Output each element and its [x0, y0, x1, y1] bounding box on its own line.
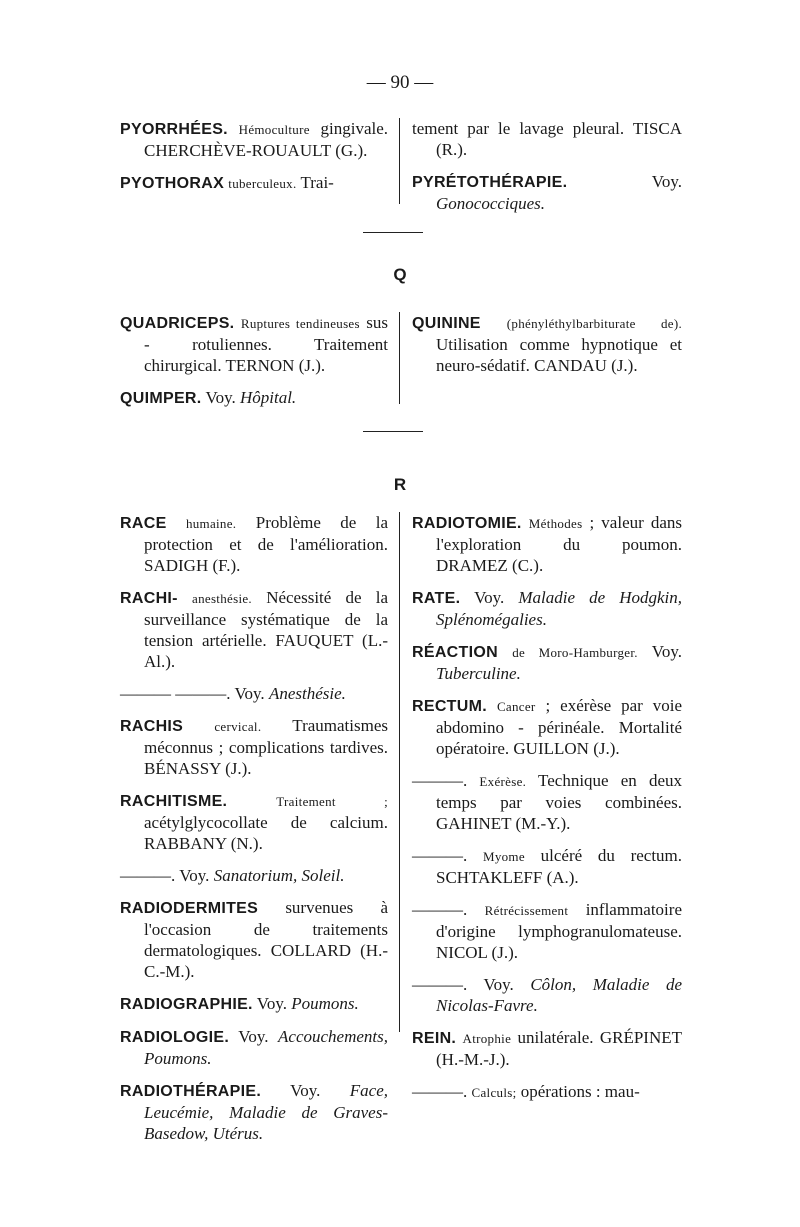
index-entry: [412, 1027, 682, 1070]
headword: RADIOGRAPHIE.: [120, 996, 253, 1013]
cross-reference: Hôpital.: [239, 388, 297, 407]
entry-text: opérations : mau-: [520, 1082, 640, 1101]
column-divider-r: [399, 512, 400, 1032]
cross-reference: Accouchements, Poumons.: [144, 1027, 388, 1068]
cross-reference: Face, Leucémie, Maladie de Graves-Basedow, Utérus.: [144, 1081, 388, 1143]
entry-text: ; exérèse par voie abdomino - périnéale. Mortalité opératoire. GUILLON (J.).: [436, 696, 683, 758]
column-left-q: [120, 312, 388, 420]
entry-text: Voy.: [238, 1027, 269, 1046]
section-letter-r: R: [393, 475, 407, 494]
page-number: — 90 —: [366, 72, 434, 93]
entry-text: Voy.: [290, 1081, 321, 1100]
headword: RACHIS: [120, 718, 184, 735]
entry-text: Utilisation comme hypnotique et neuro-sédatif. CANDAU (J.).: [436, 335, 682, 375]
entry-text: Nécessité de la surveillance systématique de la tension artérielle. FAUQUET (L.-Al.).: [144, 588, 389, 671]
entry-text: inflammatoire d'origine lymphogranulomateuse. NICOL (J.).: [436, 900, 682, 962]
entry-text: sus - rotuliennes. Traitement chirurgical. TERNON (J.).: [144, 313, 389, 375]
headword: QUIMPER.: [120, 390, 202, 407]
index-entry: [412, 641, 682, 684]
entry-text: Voy.: [234, 684, 265, 703]
index-entry: [120, 897, 388, 982]
cross-reference: Côlon, Maladie de Nicolas-Favre.: [436, 975, 683, 1015]
entry-text: Voy.: [256, 994, 287, 1013]
entry-text: tement par le lavage pleural. TISCA (R.).: [412, 119, 682, 159]
headword: PYORRHÉES.: [120, 121, 228, 138]
section-letter-q: Q: [393, 265, 407, 284]
index-entry: [412, 1081, 682, 1103]
headword: RACE: [120, 515, 167, 532]
dash: ——— ———.: [120, 684, 231, 703]
headword: PYRÉTOTHÉRAPIE.: [412, 174, 568, 191]
subheading: Atrophie: [462, 1031, 512, 1046]
index-entry: [412, 695, 682, 759]
index-entry: [412, 974, 682, 1016]
index-entry: [412, 845, 682, 888]
entry-text: Traumatismes méconnus ; complications tardives. BÉNASSY (J.).: [144, 716, 388, 778]
column-right-r: [412, 512, 682, 1114]
subheading: Rétrécissement: [484, 903, 569, 918]
entry-text: survenues à l'occasion de traitements dermatologiques. COLLARD (H.-C.-M.).: [144, 898, 389, 981]
index-entry: [120, 715, 388, 779]
index-entry: [412, 512, 682, 576]
headword: QUININE: [412, 315, 481, 332]
index-entry: [120, 387, 388, 409]
subheading: Hémoculture: [238, 122, 310, 137]
headword: RECTUM.: [412, 698, 487, 715]
subheading: Cancer: [496, 699, 536, 714]
headword: RACHI-: [120, 590, 178, 607]
index-entry: [120, 993, 388, 1015]
entry-text: ; valeur dans l'exploration du poumon. DRAMEZ (C.).: [436, 513, 683, 575]
index-entry: [120, 587, 388, 672]
entry-text: Trai-: [300, 173, 334, 192]
headword: RADIOTHÉRAPIE.: [120, 1083, 262, 1100]
subheading: Méthodes: [528, 516, 583, 531]
index-entry: [120, 312, 388, 376]
index-entry: [412, 171, 682, 214]
headword: REIN.: [412, 1030, 457, 1047]
column-left-p: [120, 118, 388, 205]
subheading: Myome: [482, 849, 525, 864]
subheading: Ruptures tendineuses: [240, 316, 360, 331]
column-divider-p: [399, 118, 400, 204]
index-entry: [120, 1080, 388, 1144]
column-right-p: [412, 118, 682, 225]
entry-text: Voy.: [651, 642, 682, 661]
subheading: Calculs;: [471, 1085, 517, 1100]
cross-reference: Gonococciques.: [436, 194, 546, 213]
index-entry: [412, 899, 682, 963]
entry-text: Voy.: [179, 866, 210, 885]
subheading: anesthésie.: [192, 591, 252, 606]
entry-text: Problème de la protection et de l'amélioration. SADIGH (F.).: [144, 513, 388, 575]
entry-text: Voy.: [474, 588, 505, 607]
headword: RÉACTION: [412, 644, 498, 661]
cross-reference: Tuberculine.: [436, 664, 521, 683]
dash: ———.: [412, 1082, 468, 1101]
headword: RADIODERMITES: [120, 900, 259, 917]
index-entry: [120, 790, 388, 854]
cross-reference: Maladie de Hodgkin, Splénomégalies.: [436, 588, 682, 629]
entry-text: Voy.: [651, 172, 682, 191]
headword: QUADRICEPS.: [120, 315, 235, 332]
index-entry: [120, 118, 388, 161]
index-entry: [120, 172, 388, 194]
entry-text: unilatérale. GRÉPINET (H.-M.-J.).: [436, 1028, 683, 1069]
subheading: tuberculeux.: [228, 176, 297, 191]
headword: RADIOTOMIE.: [412, 515, 522, 532]
entry-text: acétylglycocollate de calcium. RABBANY (N.).: [144, 813, 388, 853]
dash: ———.: [412, 846, 468, 865]
cross-reference: Poumons.: [291, 994, 359, 1013]
headword: RADIOLOGIE.: [120, 1029, 230, 1046]
subheading: humaine.: [185, 516, 237, 531]
dash: ———.: [412, 771, 468, 790]
subheading: cervical.: [214, 719, 262, 734]
column-divider-q: [399, 312, 400, 404]
dash: ———.: [412, 975, 468, 994]
index-entry: [412, 118, 682, 160]
index-entry: [412, 312, 682, 376]
dash: ———.: [120, 866, 176, 885]
cross-reference: Sanatorium, Soleil.: [213, 866, 345, 885]
column-right-q: [412, 312, 682, 387]
index-entry: [412, 587, 682, 630]
entry-text: ulcéré du rectum. SCHTAKLEFF (A.).: [436, 846, 683, 887]
subheading: (phényléthylbarbiturate de).: [506, 316, 682, 331]
headword: RACHITISME.: [120, 793, 228, 810]
subheading: Traitement ;: [276, 794, 388, 809]
index-entry: [120, 1026, 388, 1069]
index-entry: [120, 512, 388, 576]
entry-text: gingivale. CHERCHÈVE-ROUAULT (G.).: [144, 119, 389, 160]
column-left-r: [120, 512, 388, 1155]
headword: RATE.: [412, 590, 461, 607]
subheading: Exérèse.: [479, 774, 527, 789]
index-entry: [120, 683, 388, 704]
index-entry: [412, 770, 682, 834]
section-divider-line: [363, 232, 423, 233]
section-divider-line: [363, 431, 423, 432]
entry-text: Voy.: [205, 388, 236, 407]
entry-text: Voy.: [483, 975, 514, 994]
dash: ———.: [412, 900, 468, 919]
subheading: de Moro-Hamburger.: [512, 645, 638, 660]
cross-reference: Anesthésie.: [268, 684, 346, 703]
entry-text: Technique en deux temps par voies combinées. GAHINET (M.-Y.).: [436, 771, 682, 833]
index-entry: [120, 865, 388, 886]
headword: PYOTHORAX: [120, 175, 225, 192]
